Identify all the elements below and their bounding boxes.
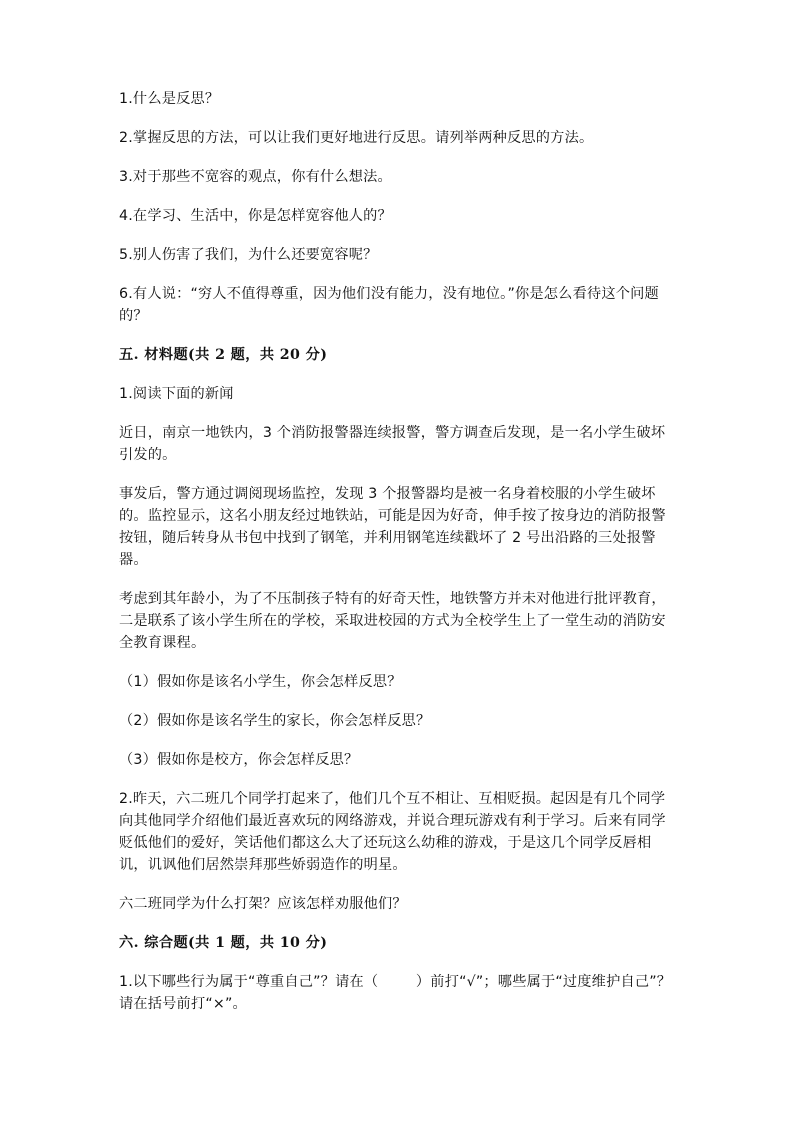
section-6-question-1: 1.以下哪些行为属于“尊重自己”？请在（ ）前打“√”；哪些属于“过度维护自己”？请在括号前打“×”。 bbox=[119, 974, 672, 1012]
section-5-heading: 五. 材料题(共 2 题，共 20 分) bbox=[119, 347, 328, 363]
document-page bbox=[119, 88, 679, 1032]
sub-question-3: （3）假如你是校方，你会怎样反思？ bbox=[119, 752, 359, 768]
news-paragraph-1: 近日，南京一地铁内，3 个消防报警器连续报警，警方调查后发现，是一名小学生破坏引发的。 bbox=[119, 425, 666, 463]
sub-question-2: （2）假如你是该名学生的家长，你会怎样反思？ bbox=[119, 713, 431, 729]
question-4: 4.在学习、生活中，你是怎样宽容他人的？ bbox=[119, 208, 392, 224]
question-2: 2.掌握反思的方法，可以让我们更好地进行反思。请列举两种反思的方法。 bbox=[119, 130, 594, 146]
news-paragraph-2: 事发后，警方通过调阅现场监控，发现 3 个报警器均是被一名身着校服的小学生破坏的。监控显示，这名小朋友经过地铁站，可能是因为好奇，伸手按了按身边的消防报警按钮，随后转身从书包中找到了钢笔，并利用钢笔连续戳坏了 2 号出沿路的三处报警器。 bbox=[119, 486, 666, 568]
section-5-question-1-title: 1.阅读下面的新闻 bbox=[119, 386, 234, 402]
sub-question-1: （1）假如你是该名小学生，你会怎样反思？ bbox=[119, 674, 402, 690]
news-paragraph-3: 考虑到其年龄小，为了不压制孩子特有的好奇天性，地铁警方并未对他进行批评教育，二是联系了该小学生所在的学校，采取进校园的方式为全校学生上了一堂生动的消防安全教育课程。 bbox=[119, 591, 666, 651]
question-6: 6.有人说：“穷人不值得尊重，因为他们没有能力，没有地位。”你是怎么看待这个问题的？ bbox=[119, 286, 659, 324]
section-6-heading: 六. 综合题(共 1 题，共 10 分) bbox=[119, 935, 328, 951]
question-1: 1.什么是反思？ bbox=[119, 91, 220, 107]
question-3: 3.对于那些不宽容的观点，你有什么想法。 bbox=[119, 169, 392, 185]
section-5-question-2: 2.昨天，六二班几个同学打起来了，他们几个互不相让、互相贬损。起因是有几个同学向其他同学介绍他们最近喜欢玩的网络游戏，并说合理玩游戏有利于学习。后来有同学贬低他们的爱好，笑话他们都这么大了还玩这么幼稚的游戏，于是这几个同学反唇相讥，讥讽他们居然崇拜那些娇弱造作的明星。 bbox=[119, 791, 666, 873]
section-5-question-2-prompt: 六二班同学为什么打架？应该怎样劝服他们？ bbox=[119, 896, 407, 912]
question-5: 5.别人伤害了我们，为什么还要宽容呢？ bbox=[119, 247, 378, 263]
